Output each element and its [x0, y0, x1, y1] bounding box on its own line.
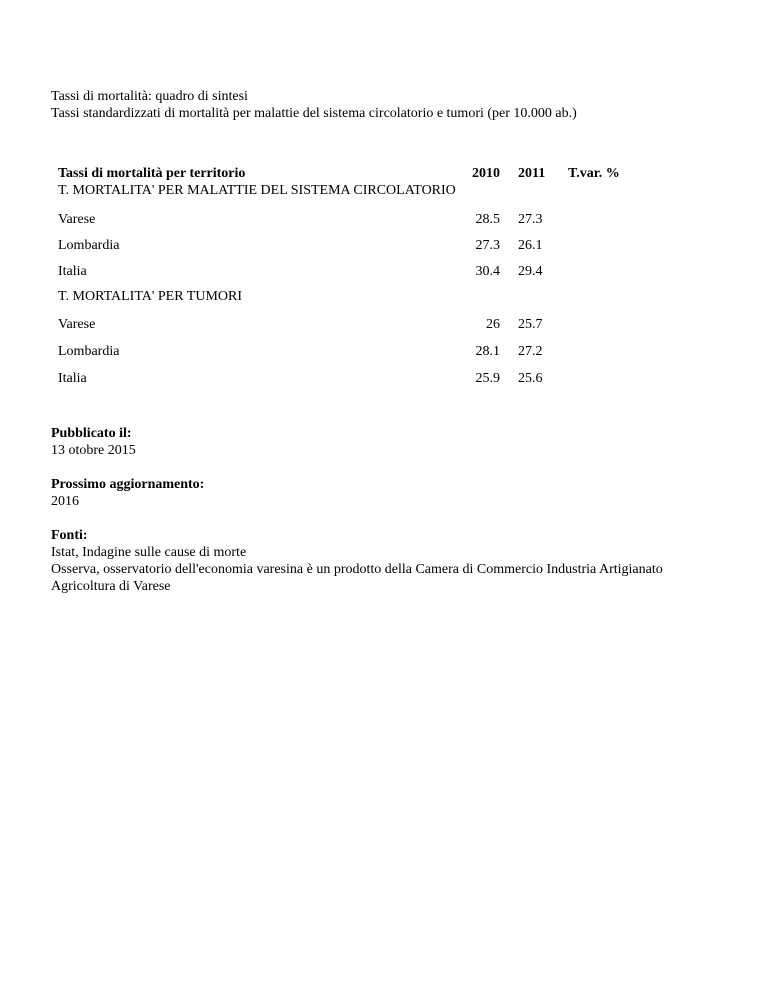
value-2011: 29.4 — [518, 264, 543, 279]
published-block — [51, 425, 136, 459]
value-2010: 28.5 — [475, 212, 500, 227]
section-label-circolatorio: T. MORTALITA' PER MALATTIE DEL SISTEMA CIRCOLATORIO — [58, 183, 456, 198]
territory-name: Lombardia — [58, 238, 120, 253]
territory-name: Varese — [58, 212, 96, 227]
territory-name: Lombardia — [58, 344, 120, 359]
source-line: Agricoltura di Varese — [51, 579, 171, 594]
page-subtitle: Tassi standardizzati di mortalità per malattie del sistema circolatorio e tumori (per 10.000 ab.) — [51, 106, 577, 121]
value-2010: 30.4 — [475, 264, 500, 279]
column-header-tvar: T.var. % — [568, 166, 620, 181]
column-header-2011: 2011 — [518, 166, 546, 181]
table-row — [0, 370, 768, 387]
value-2011: 26.1 — [518, 238, 543, 253]
published-label: Pubblicato il: — [51, 426, 132, 441]
value-2010: 26 — [486, 317, 500, 332]
table-row — [0, 343, 768, 360]
title-block — [51, 88, 577, 122]
table-row — [0, 211, 768, 228]
section-label-tumori: T. MORTALITA' PER TUMORI — [58, 289, 243, 304]
column-header-territory: Tassi di mortalità per territorio — [58, 166, 246, 181]
value-2011: 25.7 — [518, 317, 543, 332]
value-2011: 27.2 — [518, 344, 543, 359]
value-2010: 25.9 — [475, 371, 500, 386]
source-line: Istat, Indagine sulle cause di morte — [51, 545, 247, 560]
table-row — [0, 237, 768, 254]
territory-name: Italia — [58, 371, 87, 386]
next-update-block — [51, 476, 204, 510]
value-2011: 25.6 — [518, 371, 543, 386]
next-update-value: 2016 — [51, 494, 79, 509]
value-2011: 27.3 — [518, 212, 543, 227]
value-2010: 28.1 — [475, 344, 500, 359]
column-header-2010: 2010 — [472, 166, 500, 181]
sources-block — [51, 527, 663, 595]
next-update-label: Prossimo aggiornamento: — [51, 477, 205, 492]
table-row — [0, 263, 768, 280]
table-row — [0, 316, 768, 333]
value-2010: 27.3 — [475, 238, 500, 253]
sources-label: Fonti: — [51, 528, 88, 543]
territory-name: Italia — [58, 264, 87, 279]
published-date: 13 otobre 2015 — [51, 443, 136, 458]
territory-name: Varese — [58, 317, 96, 332]
source-line: Osserva, osservatorio dell'economia varesina è un prodotto della Camera di Commercio Industria Artigianato — [51, 562, 663, 577]
page-title: Tassi di mortalità: quadro di sintesi — [51, 89, 248, 104]
